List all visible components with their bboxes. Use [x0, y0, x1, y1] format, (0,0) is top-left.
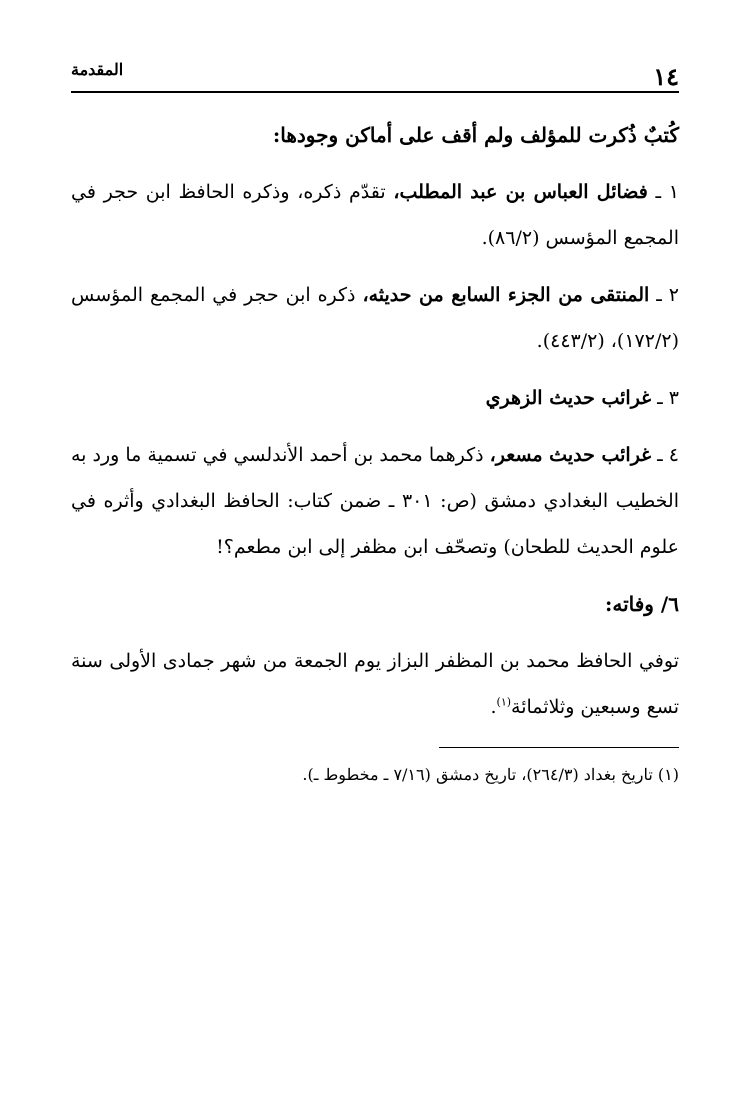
- book-item-4: [71, 432, 679, 570]
- books-heading: كُتبٌ ذُكرت للمؤلف ولم أقف على أماكن وجودها:: [272, 123, 679, 147]
- item-text: تقدّم ذكره، وذكره الحافظ ابن حجر في المجمع المؤسس (٨٦/٢).: [71, 181, 679, 249]
- item-number: ١ ـ: [647, 181, 679, 203]
- book-item-3: [71, 375, 679, 421]
- item-number: ٤ ـ: [651, 444, 680, 466]
- item-text: ذكره ابن حجر في المجمع المؤسس (١٧٢/٢)، (٤٤٣/٢).: [71, 284, 679, 352]
- item-number: ٢ ـ: [649, 284, 679, 306]
- death-text: توفي الحافظ محمد بن المظفر البزاز يوم الجمعة من شهر جمادى الأولى سنة تسع وسبعين وثلاثمائة: [71, 650, 679, 718]
- header-rule: [71, 91, 679, 93]
- item-text: ذكرهما محمد بن أحمد الأندلسي في تسمية ما ورد به الخطيب البغدادي دمشق (ص: ٣٠١ ـ ضمن كتاب: الحافظ البغدادي وأثره في علوم الحديث للطحان) وتصحّف ابن مظفر إلى ابن مطعم؟!: [71, 444, 679, 558]
- item-title: فضائل العباس بن عبد المطلب،: [393, 181, 648, 203]
- footnote: (١) تاريخ بغداد (٢٦٤/٣)، تاريخ دمشق (٧/١٦ ـ مخطوط ـ).: [302, 765, 679, 784]
- item-title: المنتقى من الجزء السابع من حديثه،: [362, 284, 650, 306]
- item-title: غرائب حديث الزهري: [485, 387, 652, 409]
- book-item-2: [71, 272, 679, 364]
- footnote-ref[interactable]: (١): [496, 695, 512, 709]
- book-item-1: [71, 169, 679, 261]
- death-paragraph: [71, 638, 679, 730]
- page-number: ١٤: [653, 62, 679, 91]
- death-heading: ٦/ وفاته:: [604, 592, 679, 616]
- item-number: ٣ ـ: [651, 387, 679, 409]
- footnote-rule: [439, 747, 679, 748]
- running-title: المقدمة: [71, 60, 124, 79]
- page-body: [71, 112, 679, 741]
- death-end: .: [490, 696, 497, 718]
- page-header: [71, 60, 679, 90]
- item-title: غرائب حديث مسعر،: [489, 444, 652, 466]
